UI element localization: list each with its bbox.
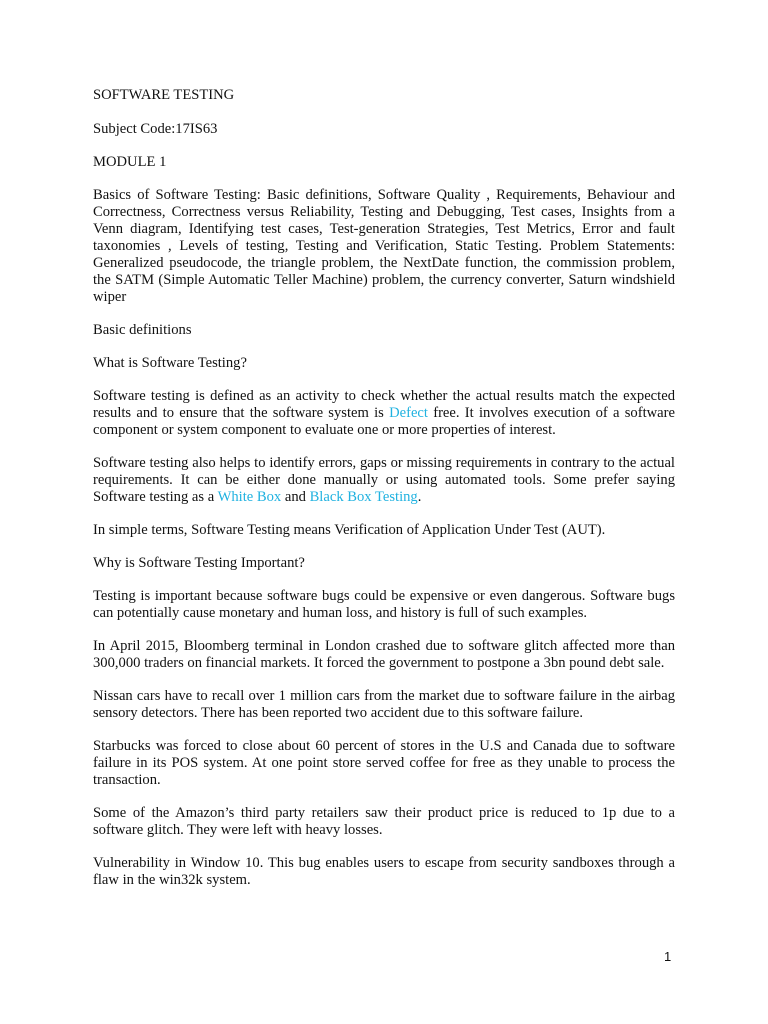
paragraph-definition [93,388,675,439]
paragraph-helps [93,455,675,506]
paragraph-helps-text-1: Software testing also helps to identify errors, gaps or missing requirements in contrary to the actual requirements. It can be either done manually or using automated tools. Some prefer saying Software testing as a [93,455,675,505]
question-heading-why-important: Why is Software Testing Important? [93,555,305,571]
module-heading: MODULE 1 [93,154,167,170]
syllabus-paragraph: Basics of Software Testing: Basic definitions, Software Quality , Requirements, Behaviour and Correctness, Correctness versus Reliability, Testing and Debugging, Test cases, Insights from a Venn diagram, Identifying test cases, Test-generation Strategies, Test Metrics, Error and fault taxonomies , Levels of testing, Testing and Verification, Static Testing. Problem Statements: Generalized pseudocode, the triangle problem, the NextDate function, the commission problem, the SATM (Simple Automatic Teller Machine) problem, the currency converter, Saturn windshield wiper [93,187,675,305]
paragraph-nissan: Nissan cars have to recall over 1 million cars from the market due to software failure in the airbag sensory detectors. There has been reported two accident due to this software failure. [93,688,675,721]
subject-code: Subject Code:17IS63 [93,121,218,137]
question-heading-what-is-testing: What is Software Testing? [93,355,247,371]
document-body [93,87,675,905]
paragraph-vulnerability: Vulnerability in Window 10. This bug enables users to escape from security sandboxes through a flaw in the win32k system. [93,855,675,888]
defect-link[interactable]: Defect [389,405,428,421]
paragraph-bloomberg: In April 2015, Bloomberg terminal in London crashed due to software glitch affected more than 300,000 traders on financial markets. It forced the government to postpone a 3bn pound debt sale. [93,638,675,671]
paragraph-helps-text-3: . [417,489,422,505]
black-box-testing-link[interactable]: Black Box Testing [309,489,418,505]
paragraph-amazon: Some of the Amazon’s third party retailers saw their product price is reduced to 1p due to a software glitch. They were left with heavy losses. [93,805,675,838]
section-heading-basic-definitions: Basic definitions [93,322,192,338]
document-title: SOFTWARE TESTING [93,87,235,103]
page-number: 1 [664,949,672,964]
paragraph-importance: Testing is important because software bugs could be expensive or even dangerous. Software bugs can potentially cause monetary and human loss, and history is full of such examples. [93,588,675,621]
paragraph-starbucks: Starbucks was forced to close about 60 percent of stores in the U.S and Canada due to software failure in its POS system. At one point store served coffee for free as they unable to process the transaction. [93,738,675,788]
paragraph-helps-text-2: and [281,489,310,505]
paragraph-definition-text-1: Software testing is defined as an activity to check whether the actual results match the expected results and to ensure that the software system is [93,388,675,421]
paragraph-definition-text-2: free. It involves execution of a software component or system component to evaluate one or more properties of interest. [93,405,675,438]
paragraph-simple-terms: In simple terms, Software Testing means Verification of Application Under Test (AUT). [93,522,606,538]
white-box-link[interactable]: White Box [217,489,282,505]
